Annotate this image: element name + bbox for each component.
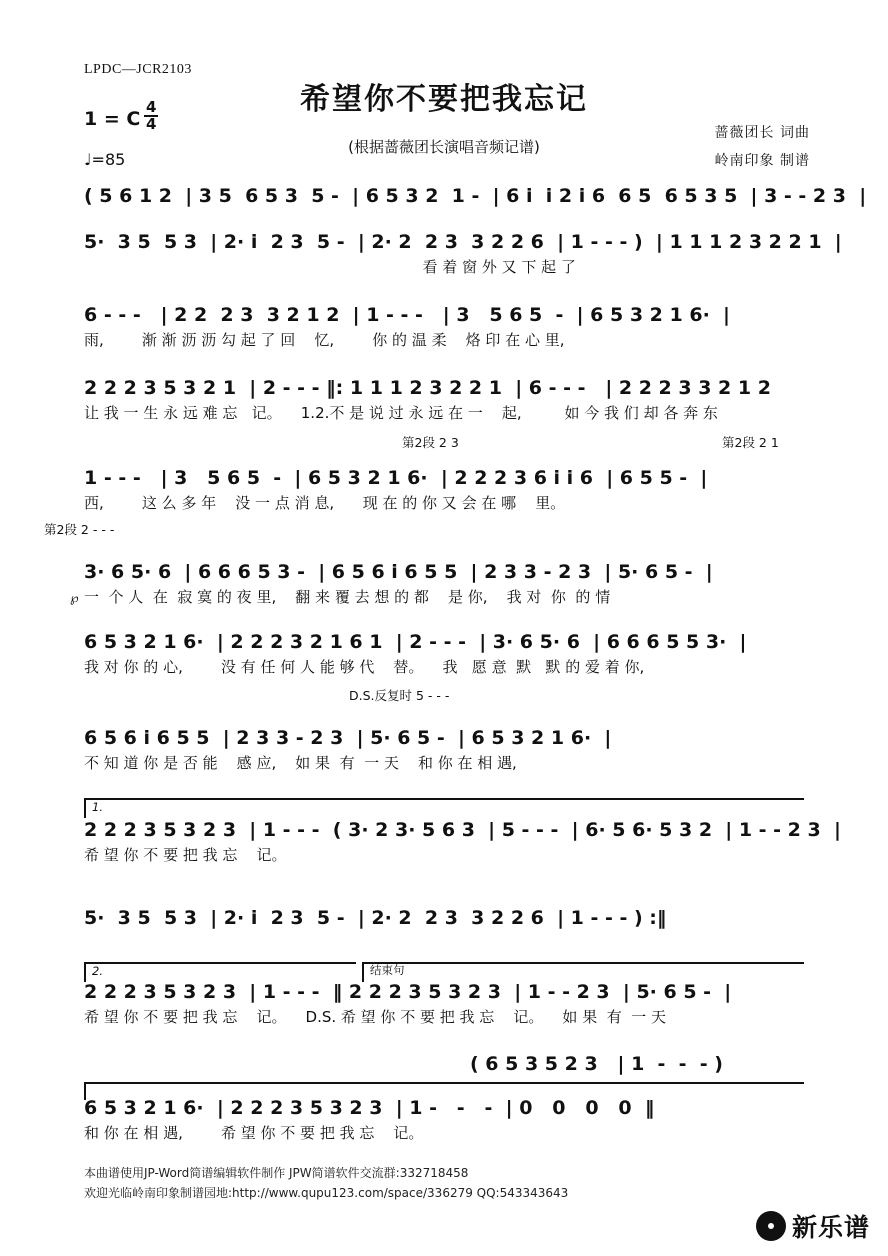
lyrics-line: 让 我 一 生 永 远 难 忘 记。 1.2.不 是 说 过 永 远 在 一 起, 如 今 我 们 却 各 奔 东 (84, 403, 718, 422)
notes-line: 6 5 6 i 6 5 5 | 2 3 3 - 2 3 | 5· 6 5 - | 6 5 3 2 1 6· | (84, 727, 612, 749)
record-disc-icon (756, 1211, 786, 1241)
notes-line: 6 - - - | 2 2 2 3 3 2 1 2 | 1 - - - | 3 5 6 5 - | 6 5 3 2 1 6· | (84, 304, 730, 326)
segment-note-right: 第2段 2 1 (722, 435, 779, 450)
volta-2-bracket (84, 962, 356, 982)
site-logo-label: 新乐谱 (791, 1213, 870, 1242)
music-system-5 (44, 467, 808, 537)
lyrics-line: 看 着 窗 外 又 下 起 了 (84, 257, 576, 276)
footer-line-2: 欢迎光临岭南印象制谱园地:http://www.qupu123.com/space/336279 QQ:543343643 (84, 1186, 569, 1200)
credit-lyrics: 蔷薇团长 词曲 (714, 125, 810, 141)
volta-1-label: 1. (92, 800, 103, 814)
music-system-2 (84, 231, 842, 276)
lyrics-line: 我 对 你 的 心, 没 有 任 何 人 能 够 代 替。 我 愿 意 默 默 的 爱 着 你, (84, 657, 645, 676)
lyrics-line: 和 你 在 相 遇, 希 望 你 不 要 把 我 忘 记。 (84, 1123, 424, 1142)
coda-bracket (362, 962, 804, 982)
music-system-1 (84, 185, 867, 208)
notes-line: 5· 3 5 5 3 | 2· i 2 3 5 - | 2· 2 2 3 3 2 2 6 | 1 - - - ) :‖ (84, 907, 667, 929)
notes-line: 2 2 2 3 5 3 2 1 | 2 - - - ‖: 1 1 1 2 3 2 2 1 | 6 - - - | 2 2 2 3 3 2 1 2 (84, 377, 771, 399)
site-logo (756, 1208, 870, 1244)
time-signature-denominator: 4 (146, 115, 157, 133)
time-signature (144, 100, 158, 132)
music-system-13 (84, 1098, 808, 1142)
ds-repeat-note: D.S.反复时 5 - - - (349, 688, 450, 703)
music-system-3 (84, 305, 808, 349)
music-system-12 (470, 1054, 810, 1076)
lyrics-line: 雨, 渐 渐 沥 沥 勾 起 了 回 忆, 你 的 温 柔 烙 印 在 心 里, (84, 330, 565, 349)
lyrics-line: 一 个 人 在 寂 寞 的 夜 里, 翻 来 覆 去 想 的 都 是 你, 我 对 你 的 情 (84, 587, 611, 606)
segment-note-left: 第2段 2 3 (402, 435, 459, 450)
page-title: 希望你不要把我忘记 (300, 82, 588, 117)
music-system-8 (84, 728, 808, 772)
segment-note-left: 第2段 2 - - - (44, 522, 115, 537)
footer-line-1: 本曲谱使用JP-Word简谱编辑软件制作 JPW简谱软件交流群:332718458 (84, 1166, 469, 1180)
notes-line: 6 5 3 2 1 6· | 2 2 2 3 2 1 6 1 | 2 - - - | 3· 6 5· 6 | 6 6 6 5 5 3· | (84, 631, 747, 653)
notes-line: 3· 6 5· 6 | 6 6 6 5 3 - | 6 5 6 i 6 5 5 | 2 3 3 - 2 3 | 5· 6 5 - | (84, 561, 713, 583)
lyrics-line: 不 知 道 你 是 否 能 感 应, 如 果 有 一 天 和 你 在 相 遇, (84, 753, 517, 772)
segno-icon: ℘ (70, 590, 79, 605)
music-system-11 (84, 982, 808, 1026)
notes-line: 2 2 2 3 5 3 2 3 | 1 - - - ‖ 2 2 2 3 5 3 2 3 | 1 - - 2 3 | 5· 6 5 - | (84, 981, 732, 1003)
music-system-6 (70, 561, 808, 606)
time-signature-numerator: 4 (146, 98, 157, 116)
catalog-code: LPDC—JCR2103 (84, 62, 192, 77)
notes-line: 2 2 2 3 5 3 2 3 | 1 - - - ( 3· 2 3· 5 6 3 | 5 - - - | 6· 5 6· 5 3 2 | 1 - - 2 3 | (84, 819, 841, 841)
coda-label: 结束句 (370, 963, 405, 977)
tempo-marking: ♩=85 (84, 150, 126, 169)
lyrics-line: 希 望 你 不 要 把 我 忘 记。 D.S. 希 望 你 不 要 把 我 忘 记。 如 果 有 一 天 (84, 1007, 667, 1026)
notes-line: ( 6 5 3 5 2 3 | 1 - - - ) (470, 1053, 723, 1075)
volta-2-label: 2. (92, 964, 103, 978)
music-system-4 (84, 377, 808, 450)
credit-arranger: 岭南印象 制谱 (714, 153, 810, 169)
music-system-9 (84, 819, 841, 864)
key-signature: 1 = C (84, 108, 141, 130)
notes-line: ( 5 6 1 2 | 3 5 6 5 3 5 - | 6 5 3 2 1 - | 6 i i 2 i 6 6 5 6 5 3 5 | 3 - - 2 3 | (84, 185, 867, 207)
lyrics-line: 西, 这 么 多 年 没 一 点 消 息, 现 在 的 你 又 会 在 哪 里。 (84, 493, 566, 512)
music-system-7 (84, 631, 808, 703)
notes-line: 1 - - - | 3 5 6 5 - | 6 5 3 2 1 6· | 2 2 2 3 6 i i 6 | 6 5 5 - | (84, 467, 708, 489)
notes-line: 6 5 3 2 1 6· | 2 2 2 3 5 3 2 3 | 1 - - - | 0 0 0 0 ‖ (84, 1097, 655, 1119)
music-system-10 (84, 908, 808, 930)
notes-line: 5· 3 5 5 3 | 2· i 2 3 5 - | 2· 2 2 3 3 2 2 6 | 1 - - - ) | 1 1 1 2 3 2 2 1 | (84, 231, 842, 253)
subtitle: (根据蔷薇团长演唱音频记谱) (348, 138, 540, 156)
volta-1-bracket (84, 798, 804, 818)
lyrics-line: 希 望 你 不 要 把 我 忘 记。 (84, 845, 287, 864)
